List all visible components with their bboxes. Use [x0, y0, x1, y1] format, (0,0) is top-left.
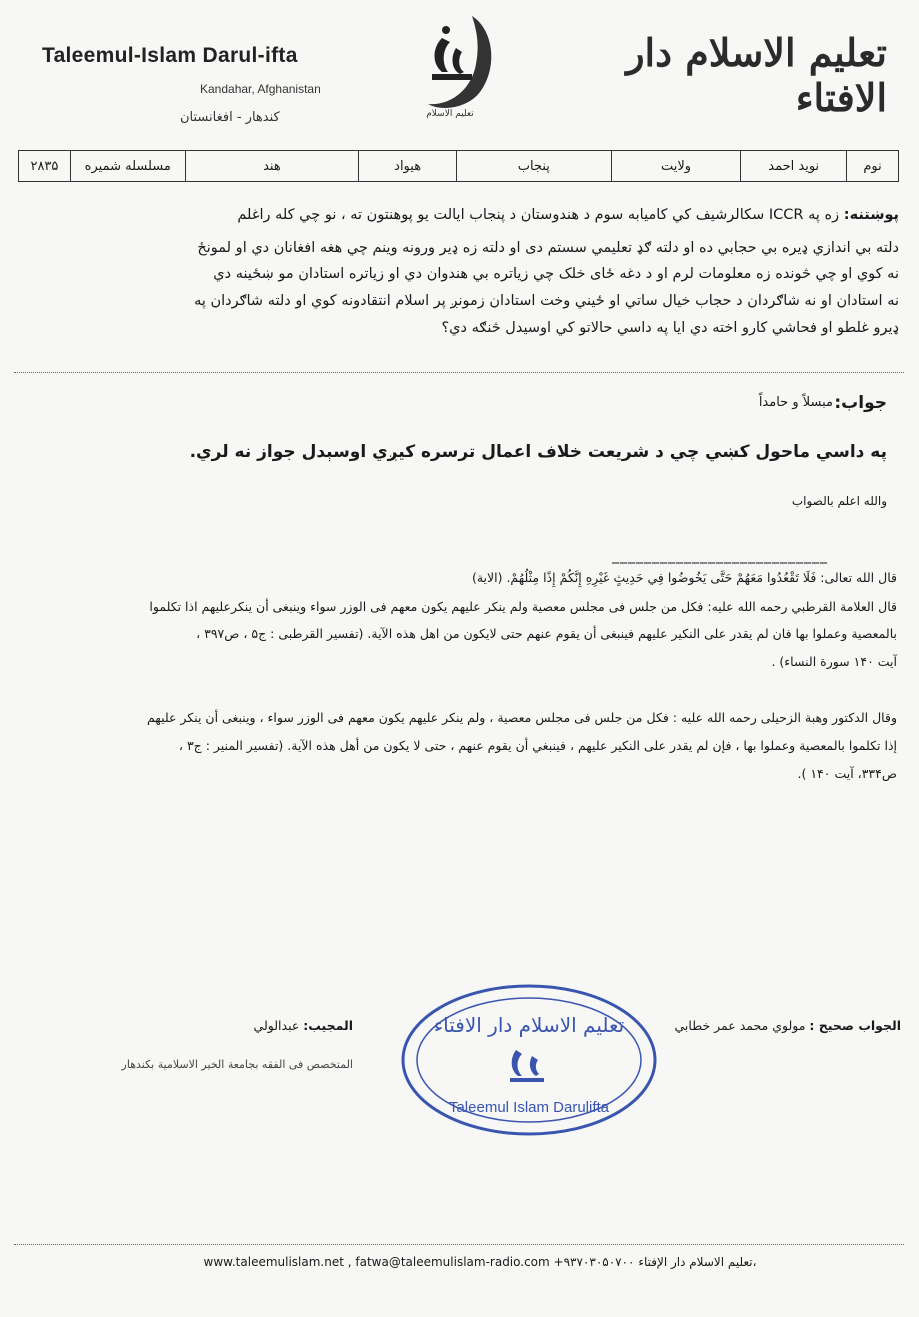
- mujib-signature: [254, 1018, 353, 1033]
- answer-closing: والله اعلم بالصواب: [791, 494, 887, 508]
- brand-city-latin: Kandahar, Afghanistan: [200, 82, 321, 96]
- reference-line-3: بالمعصية وعملوا بها فان لم يقدر على النكير عليهم فينبغی أن يقوم عنهم حتى لايكون من اهل هذه الآية. (تفسیر القرطبی : ج۵ ، ص۳۹۷ ،: [196, 626, 897, 641]
- info-name-value: نوید احمد: [740, 151, 846, 181]
- stamp-bottom-text: Taleemul Islam Darulifta: [448, 1099, 610, 1116]
- question-divider: [14, 372, 904, 373]
- reference-line-1: قال الله تعالی: فَلَا تَقْعُدُوا مَعَهُمْ حَتَّی يَخُوضُوا فِي حَدِيثٍ غَيْرِهِ إِنَّكُمْ إِذًا مِثْلُهُمْ. (الاية): [471, 570, 897, 585]
- answer-main-text: په داسي ماحول کښي چي د شریعت خلاف اعمال ترسره کیږي اوسېدل جواز نه لري.: [189, 442, 887, 462]
- question-line-3: نه کوي او چي څونده زه معلومات لرم او د دغه ځای خلک چي زیاتره بي هندوان دي او زیاتره استادان مو ښځینه دي: [213, 266, 899, 282]
- info-serial-value: ۲۸۳۵: [30, 158, 59, 174]
- answer-label: جواب:: [834, 393, 887, 413]
- stamp-emblem-icon: [510, 1050, 544, 1082]
- answer-opening: مبسلاً و حامداً: [758, 395, 833, 410]
- info-province-value: پنجاب: [456, 151, 611, 181]
- stamp-top-text: تعلیم الاسلام دار الافتاء: [433, 1013, 625, 1037]
- info-province-label: ولایت: [611, 151, 741, 181]
- approver-name: مولوي محمد عمر خطابي: [674, 1018, 806, 1033]
- question-line-2: دلته بي اندازي ډیره بي حجابي ده او دلته ګډ تعلیمي سستم دی او دلته زه ډیر ورونه وینم چي هغه افغانان دي او لمونځ: [197, 240, 899, 256]
- mujib-title: المتخصص فی الفقه بجامعة الخیر الاسلامیة بکندهار: [121, 1058, 353, 1071]
- question-line-4: نه استادان او نه شاګردان د حجاب خیال ساتي او ځیني وخت استادان زمونږ پر اسلام انتقادونه کوي او دلته شاګردان په: [194, 293, 899, 309]
- question-label: پوښتنه:: [843, 207, 899, 223]
- brand-arabic-title: تعلیم الاسلام دار الافتاء: [626, 30, 887, 120]
- question-text-1: زه په ICCR سکالرشیف کي کامیابه سوم د هندوستان د پنجاب ایالت یو پوهنتون ته ، نو چي کله راغلم: [237, 207, 840, 223]
- logo-icon: [402, 8, 498, 123]
- logo-caption: تعلیم الاسلام: [426, 109, 474, 119]
- info-country-label: هیواد: [358, 151, 456, 181]
- approver-signature: [674, 1018, 901, 1033]
- reference-line-4: آیت ۱۴۰ سورة النساء) .: [771, 654, 897, 669]
- footer-contact: www.taleemulislam.net , fatwa@taleemulislam-radio.com +۹۳۷۰۳۰۵۰۷۰۰ تعلیم الاسلام دار الإفتاء،: [203, 1255, 757, 1269]
- question-line-5: ډیرو غلطو او فحاشي کارو اخته دي ایا په داسي حالاتو کي اوسیدل څنګه دي؟: [441, 320, 899, 336]
- footer-divider: [14, 1244, 904, 1245]
- brand-latin-title: Taleemul-Islam Darul-ifta: [42, 44, 298, 67]
- info-name-label: نوم: [846, 151, 898, 181]
- mujib-name: عبدالولي: [253, 1018, 300, 1033]
- references-divider: ___________________________: [612, 548, 828, 564]
- info-serial-label: مسلسله شمیره: [70, 151, 185, 181]
- info-table: [18, 150, 899, 182]
- mujib-label: المجیب:: [303, 1018, 353, 1033]
- question-line-1: [237, 203, 899, 227]
- official-stamp: [398, 980, 660, 1140]
- approver-label: الجواب صحیح :: [809, 1018, 901, 1033]
- info-country-value: هند: [185, 151, 359, 181]
- reference-line-7: ص۳۳۴، آیت ۱۴۰ ).: [797, 766, 897, 781]
- reference-line-6: إذا تكلموا بالمعصية وعملوا بها ، فإن لم يقدر على النكير عليهم ، فينبغي أن يقوم عنهم ، حتى لا يكون من أهل هذه الآية. (تفسير المنير : ج۳ ،: [178, 738, 897, 753]
- reference-line-5: وقال الدكتور وهبة الزحيلی رحمه الله علیه : فكل من جلس فی مجلس معصية ، ولم ينكر عليهم يكون معهم فی الوزر سواء ، وينبغی أن ينكر عليهم: [146, 710, 897, 725]
- brand-city-pashto: کندهار - افغانستان: [180, 110, 280, 125]
- reference-line-2: قال العلامة القرطبي رحمه الله علیه: فكل من جلس فی مجلس معصية ولم ينكر عليهم يكون معهم فی الوزر سواء وينبغی أن ينكرعليهم اذا تكلموا: [149, 599, 897, 614]
